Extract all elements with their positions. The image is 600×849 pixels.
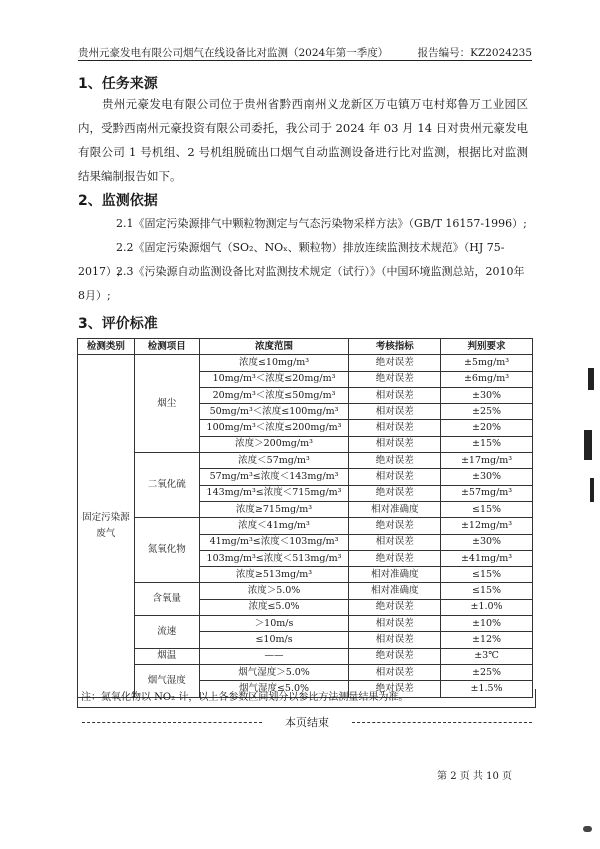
index-cell: 绝对误差 [349,453,441,469]
section-3-title: 3、评价标准 [78,316,158,332]
requirement-cell: ±12mg/m³ [441,518,533,534]
index-cell: 相对误差 [349,469,441,485]
requirement-cell: ≤15% [441,583,533,599]
scan-edge-mark [590,478,594,502]
index-cell: 绝对误差 [349,355,441,371]
requirement-cell: ±57mg/m³ [441,485,533,501]
item-so2: 二氧化硫 [134,453,199,518]
range-cell: 41mg/m³≤浓度＜103mg/m³ [199,534,349,550]
requirement-cell: ±17mg/m³ [441,453,533,469]
requirement-cell: ±30% [441,387,533,403]
table-header-row [78,339,533,355]
category-cell: 固定污染源废气 [78,355,135,697]
header-range: 浓度范围 [199,339,349,355]
item-temperature: 烟温 [134,648,199,664]
range-cell: —— [199,648,349,664]
range-cell: 浓度≤10mg/m³ [199,355,349,371]
requirement-cell: ±6mg/m³ [441,371,533,387]
range-cell: 143mg/m³≤浓度＜715mg/m³ [199,485,349,501]
range-cell: 10mg/m³＜浓度≤20mg/m³ [199,371,349,387]
index-cell: 相对误差 [349,436,441,452]
index-cell: 相对误差 [349,404,441,420]
range-cell: 浓度≥513mg/m³ [199,567,349,583]
table-row [78,453,533,469]
table-row [78,518,533,534]
table-row [78,616,533,632]
index-cell: 绝对误差 [349,550,441,566]
requirement-cell: ±25% [441,664,533,680]
header-category: 检测类别 [78,339,135,355]
range-cell: 浓度＜41mg/m³ [199,518,349,534]
range-cell: 20mg/m³＜浓度≤50mg/m³ [199,387,349,403]
range-cell: ＞10m/s [199,616,349,632]
index-cell: 相对误差 [349,387,441,403]
index-cell: 绝对误差 [349,371,441,387]
table-row [78,355,533,371]
index-cell: 相对误差 [349,664,441,680]
range-cell: 烟气湿度≤5.0% [199,681,349,697]
header-index: 考核指标 [349,339,441,355]
index-cell: 绝对误差 [349,648,441,664]
requirement-cell: ±15% [441,436,533,452]
index-cell: 绝对误差 [349,599,441,615]
index-cell: 相对准确度 [349,567,441,583]
range-cell: 烟气湿度＞5.0% [199,664,349,680]
requirement-cell: ±1.5% [441,681,533,697]
end-dash-left [82,722,262,723]
requirement-cell: ±30% [441,534,533,550]
range-cell: 50mg/m³＜浓度≤100mg/m³ [199,404,349,420]
requirement-cell: ±3℃ [441,648,533,664]
index-cell: 相对误差 [349,632,441,648]
page-header [78,40,532,61]
header-requirement: 判别要求 [441,339,533,355]
reference-3: 2.3《污染源自动监测设备比对监测技术规定（试行）》（中国环境监测总站，2010年8月）; [78,265,525,302]
range-cell: ≤10m/s [199,632,349,648]
requirement-cell: ±30% [441,469,533,485]
header-item: 检测项目 [134,339,199,355]
range-cell: 浓度≤5.0% [199,599,349,615]
requirement-cell: ≤15% [441,501,533,517]
table-row [78,664,533,680]
range-cell: 浓度＞5.0% [199,583,349,599]
item-dust: 烟尘 [134,355,199,453]
requirement-cell: ±1.0% [441,599,533,615]
section-2-title: 2、监测依据 [78,193,158,209]
end-text: 本页结束 [282,716,332,729]
report-number: 报告编号：KZ2024235 [417,47,532,59]
table-note: 注：氮氧化物以 NO₂ 计，以上各参数区间划分以参比方法测量结果为准。 [77,689,536,708]
item-nox: 氮氧化物 [134,518,199,583]
requirement-cell: ±20% [441,420,533,436]
index-cell: 相对准确度 [349,583,441,599]
reference-1: 2.1《固定污染源排气中颗粒物测定与气态污染物采样方法》（GB/T 16157-1996）; [116,217,527,230]
table-row [78,648,533,664]
range-cell: 100mg/m³＜浓度≤200mg/m³ [199,420,349,436]
evaluation-criteria-table [77,338,533,698]
requirement-cell: ±10% [441,616,533,632]
index-cell: 相对误差 [349,420,441,436]
table-row [78,583,533,599]
reference-2: 2.2《固定污染源烟气（SO₂、NOₓ、颗粒物）排放连续监测技术规范》（HJ 75-2017）; [78,241,505,278]
page-end-marker [82,714,532,730]
item-velocity: 流速 [134,616,199,649]
requirement-cell: ±5mg/m³ [441,355,533,371]
section-1-title: 1、任务来源 [78,76,158,92]
scan-edge-mark [583,826,592,832]
page-number: 第 2 页 共 10 页 [437,771,512,782]
range-cell: 浓度＞200mg/m³ [199,436,349,452]
scan-edge-mark [588,368,594,390]
range-cell: 浓度＜57mg/m³ [199,453,349,469]
index-cell: 绝对误差 [349,681,441,697]
index-cell: 相对误差 [349,534,441,550]
range-cell: 103mg/m³≤浓度＜513mg/m³ [199,550,349,566]
requirement-cell: ±41mg/m³ [441,550,533,566]
range-cell: 57mg/m³≤浓度＜143mg/m³ [199,469,349,485]
index-cell: 绝对误差 [349,485,441,501]
section-1-text: 贵州元豪发电有限公司位于贵州省黔西南州义龙新区万屯镇万屯村郑鲁万工业园区内，受黔西南州元豪投资有限公司委托，我公司于 2024 年 03 月 14 日对贵州元豪发电有限公司 1 号机组、2 号机组脱硫出口烟气自动监测设备进行比对监测，根据比对监测结果编制报告如下。 [78,97,528,183]
requirement-cell: ≤15% [441,567,533,583]
header-title: 贵州元豪发电有限公司烟气在线设备比对监测（2024年第一季度） [78,47,389,59]
requirement-cell: ±25% [441,404,533,420]
index-cell: 相对误差 [349,616,441,632]
index-cell: 相对准确度 [349,501,441,517]
item-humidity: 烟气湿度 [134,664,199,697]
index-cell: 绝对误差 [349,518,441,534]
item-oxygen: 含氧量 [134,583,199,616]
end-dash-right [352,722,532,723]
range-cell: 浓度≥715mg/m³ [199,501,349,517]
scan-edge-mark [584,430,592,460]
requirement-cell: ±12% [441,632,533,648]
